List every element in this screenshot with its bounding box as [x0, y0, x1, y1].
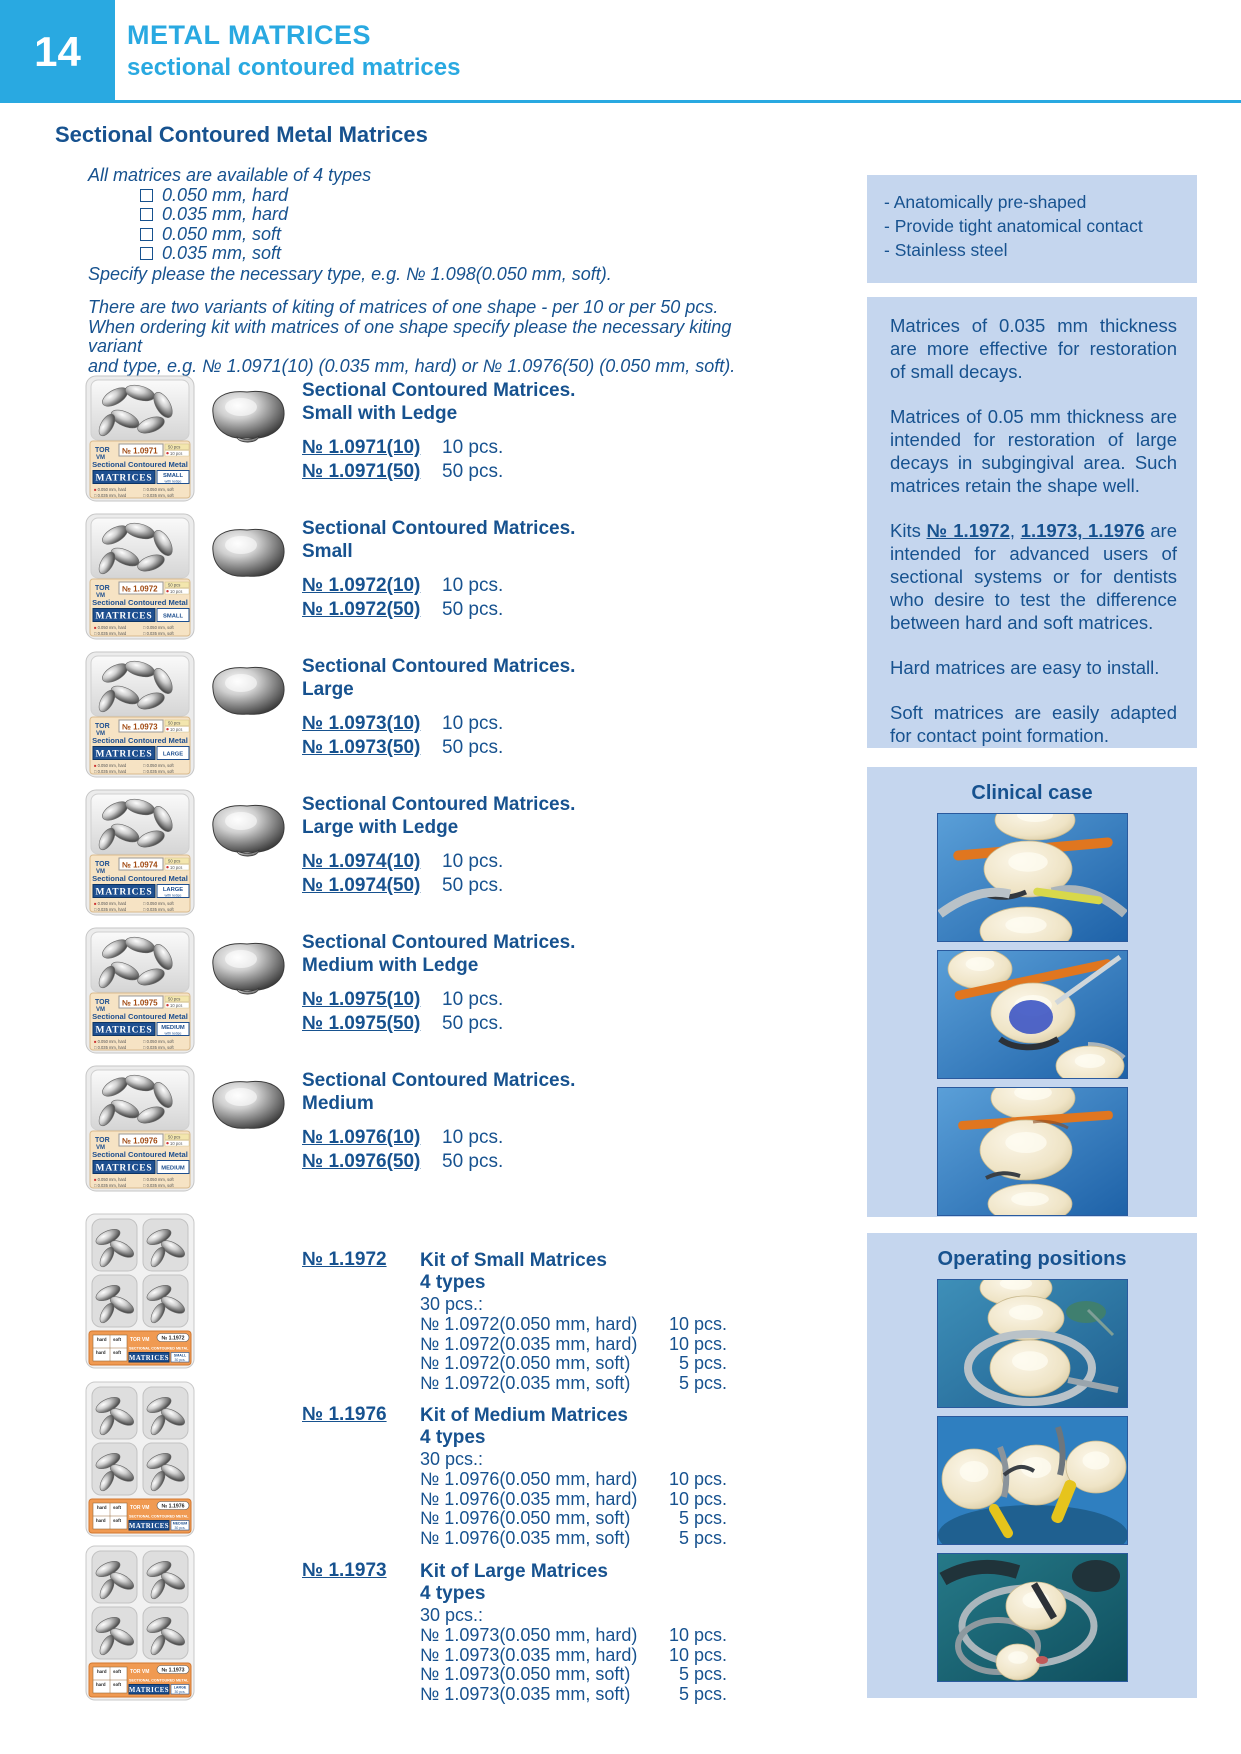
product-title: Sectional Contoured Matrices. Large: [302, 656, 576, 700]
quantity-label: 10 pcs.: [442, 851, 504, 872]
svg-text:Sectional Contoured Metal: Sectional Contoured Metal: [92, 1012, 188, 1021]
svg-text:10 pcs: 10 pcs: [170, 865, 183, 870]
section-heading: Sectional Contoured Metal Matrices: [55, 122, 428, 147]
catalog-number-link[interactable]: № 1.0972(10): [302, 575, 421, 596]
svg-text:with ledge: with ledge: [164, 479, 182, 484]
svg-text:TOR: TOR: [95, 861, 110, 868]
svg-text:10 pcs: 10 pcs: [170, 451, 183, 456]
order-line: [302, 1150, 575, 1174]
svg-text:SMALL: SMALL: [163, 473, 183, 479]
catalog-number-link[interactable]: № 1.0974(50): [302, 875, 421, 896]
svg-text:□ 0.035 mm, hard: □ 0.035 mm, hard: [94, 631, 127, 636]
specify-line: Specify please the necessary type, e.g. № 1.098(0.050 mm, soft).: [88, 263, 612, 284]
clinical-photo-2: [937, 950, 1128, 1079]
kit-content-line: [420, 1335, 772, 1355]
kit-item-qty: 10 pcs.: [668, 1314, 727, 1334]
svg-text:■ 0.050 mm, hard: ■ 0.050 mm, hard: [94, 901, 127, 906]
kit-item-qty: 10 pcs.: [668, 1333, 727, 1354]
svg-text:VM: VM: [96, 1145, 105, 1151]
svg-text:№ 1.1972: № 1.1972: [161, 1335, 185, 1342]
kit-types-line: 4 types: [420, 1583, 486, 1604]
svg-text:□ 0.035 mm, hard: □ 0.035 mm, hard: [94, 493, 127, 498]
kit-item-qty: 10 pcs.: [668, 1625, 727, 1645]
svg-text:№ 1.0972: № 1.0972: [122, 584, 158, 594]
kit-details: [420, 1560, 772, 1704]
kit-item-qty: 5 pcs.: [678, 1664, 727, 1684]
svg-text:with ledge: with ledge: [164, 893, 182, 898]
svg-text:LARGE: LARGE: [162, 887, 184, 893]
svg-text:№ 1.0971: № 1.0971: [122, 446, 158, 456]
kit-item-code: № 1.0972(0.035 mm, soft): [420, 1372, 631, 1393]
type-option: [140, 244, 760, 264]
kit-item-qty: 5 pcs.: [678, 1353, 727, 1373]
svg-text:□ 0.050 mm, soft: □ 0.050 mm, soft: [143, 625, 174, 630]
svg-text:MATRICES: MATRICES: [95, 611, 153, 622]
kit-item-qty: 5 pcs.: [678, 1527, 727, 1548]
info-paragraph: Soft matrices are easily adapted for contact point formation.: [890, 702, 1177, 746]
svg-text:□ 0.050 mm, soft: □ 0.050 mm, soft: [143, 901, 174, 906]
catalog-number-link[interactable]: № 1.0974(10): [302, 851, 421, 872]
catalog-number-link[interactable]: № 1.0973(50): [302, 737, 421, 758]
svg-text:№ 1.1976: № 1.1976: [161, 1503, 185, 1510]
page-number-box: [0, 0, 115, 103]
svg-text:□ 0.050 mm, soft: □ 0.050 mm, soft: [143, 487, 174, 492]
kit-name: Kit of Small Matrices: [420, 1250, 607, 1271]
svg-text:LARGE: LARGE: [173, 1685, 187, 1690]
svg-text:MEDIUM: MEDIUM: [172, 1521, 188, 1526]
product-package-image: [85, 1065, 195, 1192]
kit-content-line: [420, 1626, 772, 1646]
order-line: [302, 436, 575, 460]
kit-link[interactable]: 1.1973, 1.1976: [1020, 520, 1145, 541]
order-line: [302, 460, 575, 484]
svg-text:SECTIONAL CONTOURED METAL: SECTIONAL CONTOURED METAL: [129, 1346, 189, 1351]
svg-text:MATRICES: MATRICES: [95, 1025, 153, 1036]
operating-positions-title: Operating positions: [937, 1248, 1127, 1270]
checkbox-icon: [140, 208, 153, 221]
kit-item-qty: 10 pcs.: [668, 1644, 727, 1665]
kit-link[interactable]: № 1.1972: [926, 520, 1010, 541]
svg-text:TOR: TOR: [95, 447, 110, 454]
svg-text:■ 0.050 mm, hard: ■ 0.050 mm, hard: [94, 625, 127, 630]
matrix-photo: [207, 661, 289, 721]
svg-text:□ 0.035 mm, hard: □ 0.035 mm, hard: [94, 907, 127, 912]
svg-text:SMALL: SMALL: [173, 1353, 187, 1358]
quantity-label: 10 pcs.: [442, 1127, 504, 1148]
svg-text:TOR: TOR: [95, 999, 110, 1006]
svg-text:■ 0.050 mm, hard: ■ 0.050 mm, hard: [94, 763, 127, 768]
svg-text:MATRICES: MATRICES: [128, 1687, 170, 1694]
svg-text:50 pcs: 50 pcs: [168, 582, 181, 588]
svg-text:hard: hard: [97, 1337, 107, 1342]
kit-content-line: [420, 1646, 772, 1666]
svg-text:□ 0.035 mm, soft: □ 0.035 mm, soft: [143, 1045, 174, 1050]
svg-text:soft: soft: [113, 1669, 122, 1674]
product-package-image: [85, 927, 195, 1054]
kit-item-code: № 1.0973(0.035 mm, soft): [420, 1683, 631, 1704]
page-number: 14: [34, 27, 81, 75]
svg-text:50 pcs: 50 pcs: [168, 720, 181, 726]
kit-item-code: № 1.0972(0.050 mm, hard): [420, 1314, 638, 1334]
product-title: Sectional Contoured Matrices. Small: [302, 518, 576, 562]
svg-text:□ 0.035 mm, soft: □ 0.035 mm, soft: [143, 631, 174, 636]
catalog-number-link[interactable]: № 1.0976(10): [302, 1127, 421, 1148]
svg-text:TOR: TOR: [95, 723, 110, 730]
kit-tray-image: [85, 1213, 195, 1369]
product-title: Sectional Contoured Matrices. Large with Ledge: [302, 794, 576, 838]
type-options-list: [140, 186, 760, 264]
kit-details: [420, 1404, 772, 1548]
info-paragraph: Matrices of 0.05 mm thickness are intended for restoration of large decays in subgingival area. Such matrices retain the shape well.: [890, 406, 1177, 496]
svg-text:soft: soft: [113, 1350, 122, 1355]
svg-text:hard: hard: [97, 1669, 107, 1674]
clinical-case-panel: [867, 767, 1197, 1217]
svg-text:TOR VM: TOR VM: [130, 1337, 150, 1343]
svg-text:Sectional Contoured Metal: Sectional Contoured Metal: [92, 598, 188, 607]
catalog-number-link[interactable]: № 1.0973(10): [302, 713, 421, 734]
product-title: Sectional Contoured Matrices. Medium: [302, 1070, 576, 1114]
svg-text:30 pcs.: 30 pcs.: [174, 1357, 186, 1362]
product-package-image: [85, 375, 195, 502]
product-list: [85, 375, 775, 1188]
kiting-line: When ordering kit with matrices of one shape specify please the necessary kiting variant: [88, 316, 732, 356]
kiting-paragraph: [88, 298, 760, 376]
svg-text:□ 0.035 mm, hard: □ 0.035 mm, hard: [94, 769, 127, 774]
svg-text:50 pcs: 50 pcs: [168, 1134, 181, 1140]
svg-text:soft: soft: [113, 1505, 122, 1510]
svg-text:VM: VM: [96, 731, 105, 737]
availability-line: All matrices are available of 4 types: [88, 165, 372, 185]
kit-content-line: [420, 1374, 772, 1394]
svg-text:Sectional Contoured Metal: Sectional Contoured Metal: [92, 1150, 188, 1159]
svg-text:LARGE: LARGE: [162, 751, 184, 758]
kit-content-line: [420, 1665, 772, 1685]
kit-item-qty: 5 pcs.: [678, 1372, 727, 1393]
order-line: [302, 850, 575, 874]
clinical-case-title: Clinical case: [971, 782, 1093, 804]
kit-types-line: 4 types: [420, 1272, 486, 1293]
kit-number-link[interactable]: № 1.1973: [302, 1560, 387, 1581]
kit-content-line: [420, 1354, 772, 1374]
matrix-photo: [207, 1075, 289, 1135]
svg-text:VM: VM: [96, 1007, 105, 1013]
feature-line: - Stainless steel: [884, 240, 1008, 260]
svg-text:10 pcs: 10 pcs: [170, 589, 183, 594]
type-option: [140, 205, 760, 225]
catalog-number-link[interactable]: № 1.0975(10): [302, 989, 421, 1010]
type-option: [140, 186, 760, 206]
svg-text:№ 1.1973: № 1.1973: [161, 1667, 185, 1674]
svg-text:with ledge: with ledge: [164, 1031, 182, 1036]
product-title: Sectional Contoured Matrices. Medium with Ledge: [302, 932, 576, 976]
kit-item-code: № 1.0973(0.050 mm, soft): [420, 1664, 631, 1684]
svg-text:MEDIUM: MEDIUM: [161, 1165, 185, 1172]
svg-text:MATRICES: MATRICES: [95, 887, 153, 898]
kit-item-code: № 1.0973(0.050 mm, hard): [420, 1625, 638, 1645]
svg-text:hard: hard: [96, 1518, 106, 1523]
quantity-label: 50 pcs.: [442, 599, 504, 620]
kit-types-line: 4 types: [420, 1427, 486, 1448]
product-row: [85, 375, 775, 513]
svg-text:50 pcs: 50 pcs: [168, 444, 181, 450]
feature-line: - Anatomically pre-shaped: [884, 192, 1087, 212]
product-row: [85, 513, 775, 651]
matrix-photo: [207, 523, 289, 583]
info-paragraph-kits: Kits № 1.1972, 1.1973, 1.1976 are intended for advanced users of sectional systems or for dentists who desire to test the difference between hard and soft matrices.: [890, 520, 1177, 633]
product-text: [302, 931, 575, 1036]
kit-total-line: 30 pcs.:: [420, 1449, 484, 1469]
svg-text:□ 0.050 mm, soft: □ 0.050 mm, soft: [143, 763, 174, 768]
product-text: [302, 1069, 575, 1174]
svg-text:50 pcs: 50 pcs: [168, 858, 181, 864]
product-package-image: [85, 513, 195, 640]
svg-text:soft: soft: [113, 1518, 122, 1523]
svg-text:MATRICES: MATRICES: [95, 473, 153, 484]
intro-block: [88, 166, 760, 376]
svg-text:VM: VM: [96, 593, 105, 599]
quantity-label: 50 pcs.: [442, 875, 504, 896]
svg-text:№ 1.0975: № 1.0975: [122, 998, 158, 1008]
kit-content-line: [420, 1315, 772, 1335]
type-option-label: 0.035 mm, hard: [162, 204, 289, 224]
svg-text:□ 0.035 mm, hard: □ 0.035 mm, hard: [94, 1183, 127, 1188]
product-title: Sectional Contoured Matrices. Small with Ledge: [302, 380, 576, 424]
kit-item-qty: 10 pcs.: [668, 1488, 727, 1509]
order-line: [302, 874, 575, 898]
svg-text:■ 0.050 mm, hard: ■ 0.050 mm, hard: [94, 487, 127, 492]
kit-item-qty: 5 pcs.: [678, 1683, 727, 1704]
matrix-photo: [207, 799, 289, 859]
clinical-photo-3: [937, 1087, 1128, 1216]
quantity-label: 10 pcs.: [442, 713, 504, 734]
kit-item-code: № 1.0973(0.035 mm, hard): [420, 1644, 638, 1665]
svg-text:Sectional Contoured Metal: Sectional Contoured Metal: [92, 460, 188, 469]
quantity-label: 50 pcs.: [442, 1151, 504, 1172]
page-subtitle: sectional contoured matrices: [127, 54, 461, 81]
quantity-label: 10 pcs.: [442, 437, 504, 458]
catalog-number-link[interactable]: № 1.0971(50): [302, 461, 421, 482]
kit-number-link[interactable]: № 1.1972: [302, 1249, 387, 1270]
kit-tray-image: [85, 1381, 195, 1537]
operating-photo-1: [937, 1279, 1128, 1408]
kit-number-link[interactable]: № 1.1976: [302, 1404, 387, 1425]
kit-item-code: № 1.0972(0.035 mm, hard): [420, 1333, 638, 1354]
svg-text:30 pcs.: 30 pcs.: [174, 1525, 186, 1530]
svg-text:MATRICES: MATRICES: [128, 1523, 170, 1530]
quantity-label: 10 pcs.: [442, 575, 504, 596]
product-row: [85, 1065, 775, 1203]
type-option-label: 0.050 mm, hard: [162, 184, 289, 205]
kit-item-code: № 1.0972(0.050 mm, soft): [420, 1353, 631, 1373]
svg-text:□ 0.035 mm, soft: □ 0.035 mm, soft: [143, 1183, 174, 1188]
kit-item-qty: 10 pcs.: [668, 1469, 727, 1489]
matrix-photo: [207, 937, 289, 997]
svg-text:□ 0.035 mm, soft: □ 0.035 mm, soft: [143, 493, 174, 498]
svg-text:30 pcs.: 30 pcs.: [174, 1689, 186, 1694]
quantity-label: 50 pcs.: [442, 461, 504, 482]
svg-text:hard: hard: [96, 1350, 106, 1355]
checkbox-icon: [140, 228, 153, 241]
svg-text:SECTIONAL CONTOURED METAL: SECTIONAL CONTOURED METAL: [129, 1678, 189, 1683]
checkbox-icon: [140, 189, 153, 202]
order-line: [302, 598, 575, 622]
svg-text:50 pcs: 50 pcs: [168, 996, 181, 1002]
svg-text:□ 0.035 mm, soft: □ 0.035 mm, soft: [143, 907, 174, 912]
order-line: [302, 988, 575, 1012]
quantity-label: 10 pcs.: [442, 989, 504, 1010]
kit-item-code: № 1.0976(0.050 mm, soft): [420, 1508, 631, 1528]
order-line: [302, 712, 575, 736]
svg-text:□ 0.050 mm, soft: □ 0.050 mm, soft: [143, 1039, 174, 1044]
info-paragraph: Matrices of 0.035 mm thickness are more effective for restoration of small decays.: [890, 315, 1177, 382]
product-package-image: [85, 789, 195, 916]
kit-item-code: № 1.0976(0.035 mm, hard): [420, 1488, 638, 1509]
svg-text:SMALL: SMALL: [163, 613, 183, 620]
matrix-photo: [207, 385, 289, 445]
kit-total-line: 30 pcs.:: [420, 1605, 484, 1625]
kit-item-qty: 5 pcs.: [678, 1508, 727, 1528]
order-line: [302, 1012, 575, 1036]
svg-text:□ 0.035 mm, soft: □ 0.035 mm, soft: [143, 769, 174, 774]
svg-text:VM: VM: [96, 869, 105, 875]
quantity-label: 50 pcs.: [442, 737, 504, 758]
catalog-number-link[interactable]: № 1.0976(50): [302, 1151, 421, 1172]
kit-item-code: № 1.0976(0.050 mm, hard): [420, 1469, 638, 1489]
svg-text:10 pcs: 10 pcs: [170, 727, 183, 732]
product-text: [302, 655, 575, 760]
svg-text:VM: VM: [96, 455, 105, 461]
catalog-number-link[interactable]: № 1.0972(50): [302, 599, 421, 620]
quantity-label: 50 pcs.: [442, 1013, 504, 1034]
product-row: [85, 651, 775, 789]
svg-text:MATRICES: MATRICES: [128, 1355, 170, 1362]
features-panel: [867, 175, 1197, 283]
product-text: [302, 517, 575, 622]
svg-text:№ 1.0973: № 1.0973: [122, 722, 158, 732]
checkbox-icon: [140, 247, 153, 260]
product-text: [302, 379, 575, 484]
svg-text:□ 0.035 mm, hard: □ 0.035 mm, hard: [94, 1045, 127, 1050]
svg-text:10 pcs: 10 pcs: [170, 1003, 183, 1008]
svg-text:■ 0.050 mm, hard: ■ 0.050 mm, hard: [94, 1177, 127, 1182]
operating-positions-panel: [867, 1233, 1197, 1698]
order-line: [302, 1126, 575, 1150]
type-option-label: 0.035 mm, soft: [162, 243, 282, 263]
svg-text:TOR: TOR: [95, 1137, 110, 1144]
kit-name: Kit of Large Matrices: [420, 1561, 608, 1582]
info-panel: [867, 297, 1197, 748]
kit-content-line: [420, 1509, 772, 1529]
kiting-line: and type, e.g. № 1.0971(10) (0.035 mm, hard) or № 1.0976(50) (0.050 mm, soft).: [88, 355, 736, 376]
product-package-image: [85, 651, 195, 778]
kit-name: Kit of Medium Matrices: [420, 1405, 628, 1426]
order-line: [302, 736, 575, 760]
product-text: [302, 793, 575, 898]
svg-text:№ 1.0976: № 1.0976: [122, 1136, 158, 1146]
kit-item-code: № 1.0976(0.035 mm, soft): [420, 1527, 631, 1548]
kit-content-line: [420, 1529, 772, 1549]
kit-total-line: 30 pcs.:: [420, 1294, 484, 1314]
product-row: [85, 927, 775, 1065]
svg-text:MATRICES: MATRICES: [95, 749, 153, 760]
catalog-number-link[interactable]: № 1.0975(50): [302, 1013, 421, 1034]
svg-text:soft: soft: [113, 1337, 122, 1342]
type-option-label: 0.050 mm, soft: [162, 223, 282, 244]
svg-text:hard: hard: [97, 1505, 107, 1510]
svg-text:Sectional Contoured Metal: Sectional Contoured Metal: [92, 874, 188, 883]
info-paragraph: Hard matrices are easy to install.: [890, 657, 1160, 678]
catalog-number-link[interactable]: № 1.0971(10): [302, 437, 421, 458]
svg-text:SECTIONAL CONTOURED METAL: SECTIONAL CONTOURED METAL: [129, 1514, 189, 1519]
kit-details: [420, 1249, 772, 1393]
kit-content-line: [420, 1490, 772, 1510]
svg-text:□ 0.050 mm, soft: □ 0.050 mm, soft: [143, 1177, 174, 1182]
svg-text:TOR VM: TOR VM: [130, 1669, 150, 1675]
svg-text:Sectional Contoured Metal: Sectional Contoured Metal: [92, 736, 188, 745]
svg-text:MEDIUM: MEDIUM: [161, 1025, 185, 1031]
kit-content-line: [420, 1470, 772, 1490]
header-divider: [115, 100, 1241, 103]
type-option: [140, 225, 760, 245]
operating-photo-3: [937, 1553, 1128, 1682]
svg-text:TOR: TOR: [95, 585, 110, 592]
svg-text:■ 0.050 mm, hard: ■ 0.050 mm, hard: [94, 1039, 127, 1044]
kit-tray-image: [85, 1545, 195, 1701]
page-title: METAL MATRICES: [127, 20, 371, 50]
product-row: [85, 789, 775, 927]
clinical-photo-1: [937, 813, 1128, 942]
svg-text:soft: soft: [113, 1682, 122, 1687]
kit-content-line: [420, 1685, 772, 1705]
svg-text:TOR VM: TOR VM: [130, 1505, 150, 1511]
svg-text:№ 1.0974: № 1.0974: [122, 860, 158, 870]
feature-line: - Provide tight anatomical contact: [884, 216, 1143, 236]
order-line: [302, 574, 575, 598]
svg-text:10 pcs: 10 pcs: [170, 1141, 183, 1146]
svg-text:MATRICES: MATRICES: [95, 1163, 153, 1174]
svg-text:hard: hard: [96, 1682, 106, 1687]
kiting-line: There are two variants of kiting of matrices of one shape - per 10 or per 50 pcs.: [88, 297, 719, 317]
operating-photo-2: [937, 1416, 1128, 1545]
